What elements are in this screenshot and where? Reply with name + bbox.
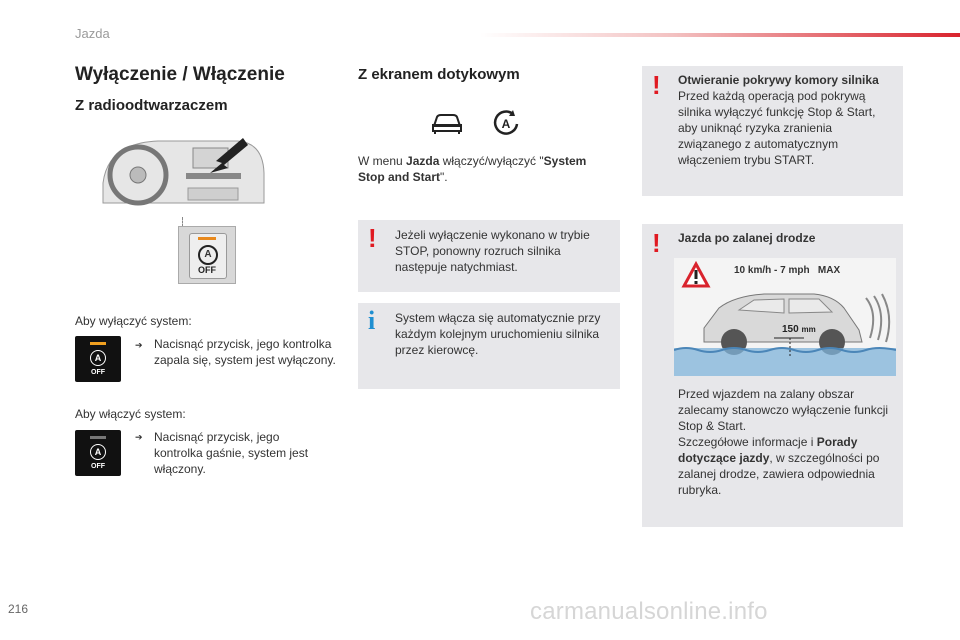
auto-stop-icon: A: [198, 245, 218, 265]
warning-icon: !: [652, 228, 661, 258]
section-subtitle-touchscreen: Z ekranem dotykowym: [358, 66, 520, 83]
disable-step: Nacisnąć przycisk, jego kontrolka zapala się, system jest wyłączony.: [154, 337, 336, 367]
bullet-arrow-icon: ➔: [135, 432, 143, 442]
warning-icon: !: [368, 223, 377, 253]
off-label: OFF: [91, 463, 105, 470]
warning-box-flooded-road: [642, 224, 903, 527]
section-subtitle-radio: Z radioodtwarzaczem: [75, 97, 228, 114]
driving-menu-icon: [430, 110, 464, 141]
flooded-road-illustration: [674, 258, 896, 376]
dashboard-illustration: [98, 133, 268, 218]
svg-text:A: A: [501, 117, 511, 131]
section-header: Jazda: [75, 26, 110, 41]
stop-start-icon: [491, 108, 521, 143]
flood-title: Jazda po zalanej drodze: [678, 231, 816, 245]
info-box-auto-activation: [358, 303, 620, 389]
header-accent-bar: [480, 33, 960, 37]
warning-icon: !: [652, 70, 661, 100]
off-label: OFF: [91, 369, 105, 376]
warning-bonnet: Otwieranie pokrywy komory silnika Przed każdą operacją pod pokrywą silnika wyłączyć funkcję Stop & Start, aby uniknąć ryzyka zranienia związanego z automatycznym włączeniem trybu START.: [678, 73, 879, 167]
page-number: 216: [8, 602, 29, 616]
page-title: Wyłączenie / Włączenie: [75, 64, 285, 85]
flood-advice: Przed wjazdem na zalany obszar zalecamy stanowczo wyłączenie funkcji Stop & Start. Szczegółowe informacje i Porady dotyczące jazdy, w szczególności po zalanej drodze, zawiera odpowiednia rubryka.: [678, 387, 889, 497]
auto-stop-icon: A: [90, 350, 106, 366]
info-text: System włącza się automatycznie przy każdym kolejnym uruchomieniu silnika przez kierowcę.: [395, 311, 601, 357]
button-led-indicator: [198, 237, 216, 240]
warning-text: Jeżeli wyłączenie wykonano w trybie STOP, ponowny rozruch silnika następuje natychmiast.: [395, 228, 590, 274]
button-led-on-image: [75, 336, 121, 382]
bullet-arrow-icon: ➔: [135, 340, 143, 350]
flood-speed-limit: 10 km/h - 7 mph MAX: [734, 265, 841, 276]
warning-box-bonnet: [642, 66, 903, 196]
enable-intro: Aby włączyć system:: [75, 407, 186, 421]
enable-step: Nacisnąć przycisk, jego kontrolka gaśnie, system jest włączony.: [154, 430, 309, 476]
menu-instruction: W menu Jazda włączyć/wyłączyć "System Stop and Start".: [358, 154, 587, 184]
disable-intro: Aby wyłączyć system:: [75, 314, 192, 328]
stop-start-button-large: [178, 226, 236, 284]
off-label: OFF: [198, 265, 216, 275]
watermark: carmanualsonline.info: [530, 598, 768, 625]
auto-stop-icon: A: [90, 444, 106, 460]
button-led-off-image: [75, 430, 121, 476]
info-icon: i: [368, 306, 376, 335]
flood-depth-label: 150 mm: [782, 324, 816, 335]
warning-box-stop-mode: [358, 220, 620, 292]
